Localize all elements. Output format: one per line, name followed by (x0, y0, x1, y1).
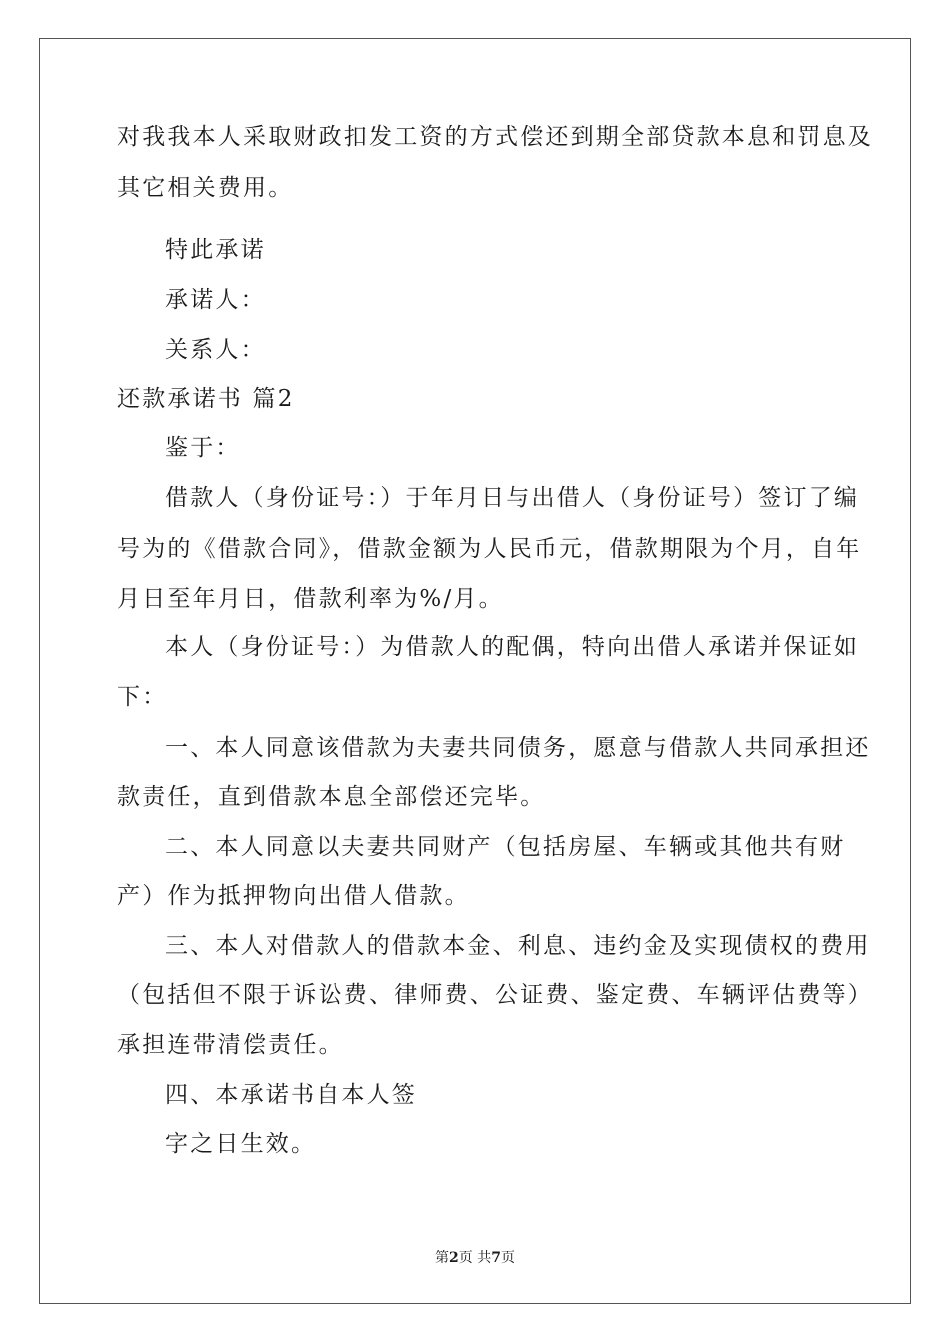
page-footer (0, 1247, 950, 1267)
page-mid: 页 共 (458, 1250, 492, 1266)
paragraph-line: 一、本人同意该借款为夫妻共同债务，愿意与借款人共同承担还 (165, 735, 871, 761)
paragraph-line: 二、本人同意以夫妻共同财产（包括房屋、车辆或其他共有财 (165, 834, 846, 860)
paragraph-line: 字之日生效。 (165, 1131, 317, 1157)
section-heading: 还款承诺书 篇2 (117, 386, 295, 412)
page-frame (39, 38, 911, 1304)
page-current: 2 (449, 1250, 459, 1266)
paragraph-line: 承担连带清偿责任。 (117, 1032, 344, 1058)
page-total: 7 (491, 1250, 501, 1266)
paragraph-line: 四、本承诺书自本人签 (165, 1082, 417, 1108)
paragraph-line: 号为的《借款合同》，借款金额为人民币元，借款期限为个月，自年 (117, 536, 862, 562)
page-suffix: 页 (500, 1250, 515, 1266)
paragraph-line: 其它相关费用。 (117, 175, 294, 201)
paragraph-line: 借款人（身份证号：）于年月日与出借人（身份证号）签订了编 (165, 485, 860, 511)
paragraph-line: 对我我本人采取财政扣发工资的方式偿还到期全部贷款本息和罚息及 (117, 124, 873, 150)
paragraph-line: 月日至年月日，借款利率为%/月。 (117, 586, 504, 612)
paragraph-line: 产）作为抵押物向出借人借款。 (117, 883, 470, 909)
paragraph-line: 特此承诺 (165, 237, 266, 263)
paragraph-line: 承诺人： (165, 287, 266, 313)
paragraph-line: 款责任，直到借款本息全部偿还完毕。 (117, 784, 546, 810)
paragraph-line: 三、本人对借款人的借款本金、利息、违约金及实现债权的费用 (165, 933, 871, 959)
paragraph-line: 关系人： (165, 337, 266, 363)
page-prefix: 第 (435, 1250, 450, 1266)
paragraph-line: （包括但不限于诉讼费、律师费、公证费、鉴定费、车辆评估费等） (117, 982, 873, 1008)
paragraph-line: 本人（身份证号：）为借款人的配偶，特向出借人承诺并保证如 (165, 634, 860, 660)
paragraph-line: 下： (117, 684, 168, 710)
paragraph-line: 鉴于： (165, 435, 241, 461)
